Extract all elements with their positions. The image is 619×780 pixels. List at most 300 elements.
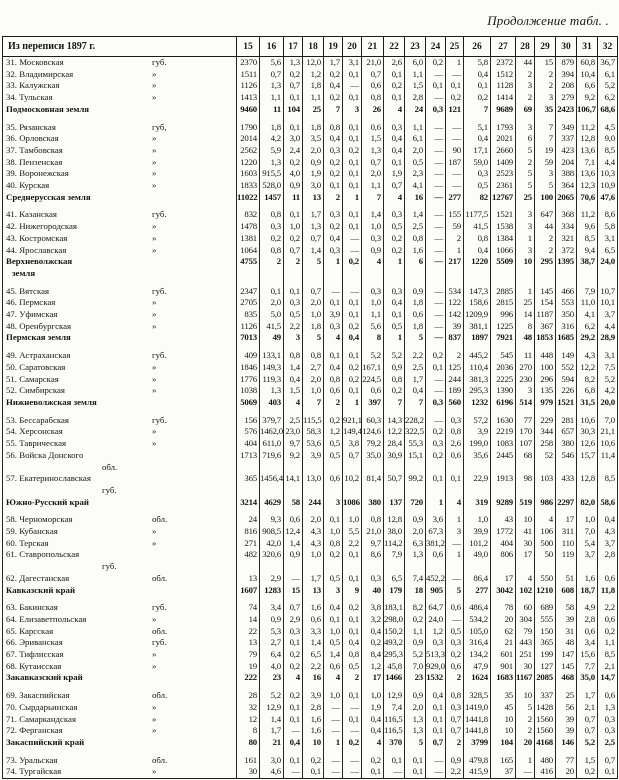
value-cell: 1210: [535, 585, 556, 597]
value-cell: —: [426, 766, 446, 778]
value-cell: 921,1: [343, 414, 362, 425]
value-cell: 22: [237, 626, 260, 638]
value-cell: —: [324, 286, 343, 298]
value-cell: 104: [491, 737, 516, 749]
value-cell: 480: [535, 755, 556, 767]
value-cell: 8,5: [598, 649, 618, 661]
value-cell: 1,6: [303, 602, 324, 614]
value-cell: 4,4: [598, 321, 618, 333]
territory-name-line2: губ.: [102, 561, 117, 572]
value-cell: 337: [556, 133, 577, 145]
value-cell: 0,5: [324, 450, 343, 473]
value-cell: 1,6: [303, 714, 324, 726]
value-cell: 2,2: [343, 538, 362, 550]
value-cell: —: [426, 385, 446, 397]
value-cell: 22,9: [464, 473, 491, 496]
value-cell: 0,4: [464, 133, 491, 145]
territory-name: 57. Екатеринославская: [6, 473, 91, 484]
value-cell: 5: [516, 180, 535, 192]
value-cell: 1,8: [405, 321, 426, 333]
value-cell: 2: [516, 714, 535, 726]
territory-name: Пермская земля: [6, 332, 71, 343]
value-cell: 2,2: [284, 321, 303, 333]
value-cell: 466: [556, 286, 577, 298]
value-cell: 3,9: [324, 309, 343, 321]
value-cell: 21,0: [362, 57, 384, 69]
value-cell: 39: [556, 725, 577, 737]
value-cell: 12,2: [577, 362, 598, 374]
value-cell: 368: [556, 209, 577, 221]
value-cell: 379,7: [260, 415, 284, 427]
value-cell: 1,0: [362, 297, 384, 309]
row-label: [3, 737, 237, 749]
value-cell: 2,7: [303, 362, 324, 374]
region-total-row: [3, 104, 618, 116]
column-header: 22: [384, 37, 405, 57]
value-cell: 4,1: [405, 180, 426, 192]
unit-designator: »: [152, 309, 157, 320]
value-cell: 2,7: [260, 637, 284, 649]
value-cell: 4,3: [303, 538, 324, 550]
column-header: 29: [535, 37, 556, 57]
value-cell: —: [426, 209, 446, 221]
value-cell: 12767: [491, 192, 516, 204]
row-label: [3, 233, 237, 245]
value-cell: 1177,5: [464, 209, 491, 221]
value-cell: 0,3: [324, 321, 343, 333]
column-header: 30: [556, 37, 577, 57]
province-row: [3, 309, 618, 321]
value-cell: 5,8: [464, 57, 491, 69]
value-cell: 720: [405, 497, 426, 509]
value-cell: 1083: [491, 438, 516, 450]
value-cell: 6: [516, 133, 535, 145]
value-cell: —: [284, 573, 303, 585]
unit-designator: губ.: [152, 414, 167, 425]
value-cell: 404: [491, 538, 516, 550]
value-cell: 1,3: [260, 385, 284, 397]
value-cell: 1,7: [577, 690, 598, 702]
value-cell: 170: [516, 426, 535, 438]
unit-designator: »: [152, 133, 157, 144]
value-cell: 10: [491, 725, 516, 737]
value-cell: 0,7: [598, 755, 618, 767]
value-cell: 4,4: [598, 157, 618, 169]
value-cell: 10,4: [577, 69, 598, 81]
value-cell: 3,0: [303, 180, 324, 192]
value-cell: 281: [556, 415, 577, 427]
value-cell: 39: [556, 714, 577, 726]
value-cell: 0,2: [284, 690, 303, 702]
value-cell: 4,5: [598, 122, 618, 134]
value-cell: 9,7: [362, 538, 384, 550]
value-cell: 1793: [491, 122, 516, 134]
value-cell: 0,1: [362, 766, 384, 778]
row-label: [3, 725, 237, 737]
province-row: [3, 450, 618, 473]
value-cell: 2,0: [260, 297, 284, 309]
value-cell: 560: [446, 397, 464, 409]
value-cell: 103: [535, 473, 556, 496]
value-cell: 6,5: [384, 573, 405, 585]
value-cell: 10,2: [343, 473, 362, 496]
value-cell: 1772: [491, 526, 516, 538]
value-cell: 1913: [491, 473, 516, 496]
value-cell: 10,7: [598, 286, 618, 298]
value-cell: 100: [535, 362, 556, 374]
value-cell: —: [324, 755, 343, 767]
value-cell: 14: [237, 614, 260, 626]
value-cell: 3799: [464, 737, 491, 749]
value-cell: 601: [491, 649, 516, 661]
value-cell: 0,1: [343, 168, 362, 180]
value-cell: 2,8: [577, 614, 598, 626]
value-cell: 2: [535, 69, 556, 81]
value-cell: 0,1: [343, 133, 362, 145]
row-label: [3, 57, 237, 69]
value-cell: 10,6: [598, 438, 618, 450]
unit-designator: »: [152, 385, 157, 396]
value-cell: 10: [491, 714, 516, 726]
value-cell: 0,6: [303, 614, 324, 626]
value-cell: 0,6: [324, 661, 343, 673]
value-cell: —: [343, 755, 362, 767]
value-cell: 11,2: [577, 209, 598, 221]
value-cell: 102: [516, 585, 535, 597]
value-cell: 657: [556, 426, 577, 438]
value-cell: 0,2: [284, 233, 303, 245]
value-cell: 13,0: [303, 473, 324, 496]
value-cell: 47,6: [598, 192, 618, 204]
value-cell: 0,8: [446, 690, 464, 702]
value-cell: 2: [516, 725, 535, 737]
value-cell: 296: [535, 374, 556, 386]
value-cell: 5,5: [343, 526, 362, 538]
unit-designator: »: [152, 361, 157, 372]
value-cell: 2,6: [446, 438, 464, 450]
value-cell: 519: [516, 497, 535, 509]
value-cell: —: [426, 245, 446, 257]
value-cell: 1,3: [260, 157, 284, 169]
value-cell: 0,1: [446, 80, 464, 92]
value-cell: 21: [260, 737, 284, 749]
value-cell: 12,8: [384, 514, 405, 526]
value-cell: 0,4: [324, 233, 343, 245]
value-cell: 67,3: [426, 526, 446, 538]
value-cell: 2,2: [405, 350, 426, 362]
value-cell: —: [324, 714, 343, 726]
value-cell: 1776: [237, 374, 260, 386]
value-cell: 23: [260, 672, 284, 684]
value-cell: 1457: [260, 192, 284, 204]
value-cell: 4: [535, 514, 556, 526]
value-cell: 719,6: [260, 450, 284, 473]
territory-name: Нижневолжская земля: [6, 396, 97, 407]
value-cell: 0,5: [324, 573, 343, 585]
value-cell: 31,5: [577, 397, 598, 409]
province-row: [3, 168, 618, 180]
value-cell: 158,6: [464, 297, 491, 309]
value-cell: 2,0: [405, 702, 426, 714]
value-cell: 1,5: [405, 80, 426, 92]
value-cell: 1414: [491, 92, 516, 104]
value-cell: 2219: [491, 426, 516, 438]
value-cell: 9460: [237, 104, 260, 116]
value-cell: 81,4: [362, 473, 384, 496]
value-cell: 1: [516, 233, 535, 245]
value-cell: 0,3: [384, 209, 405, 221]
value-cell: 1,1: [362, 309, 384, 321]
value-cell: 11,4: [598, 450, 618, 473]
value-cell: 4,1: [577, 309, 598, 321]
value-cell: 121: [446, 104, 464, 116]
row-label: [3, 585, 237, 597]
value-cell: 0,4: [362, 714, 384, 726]
value-cell: —: [426, 157, 446, 169]
value-cell: 2372: [491, 57, 516, 69]
value-cell: 1521: [491, 209, 516, 221]
value-cell: 1833: [237, 180, 260, 192]
value-cell: 1853: [535, 332, 556, 344]
value-cell: 3: [324, 585, 343, 597]
value-cell: 0,5: [405, 157, 426, 169]
value-cell: 6,5: [598, 245, 618, 257]
value-cell: 0,1: [284, 714, 303, 726]
value-cell: 0,2: [384, 385, 405, 397]
value-cell: 3: [343, 104, 362, 116]
value-cell: 5: [303, 332, 324, 344]
value-cell: 5,2: [384, 350, 405, 362]
value-cell: 832: [237, 209, 260, 221]
value-cell: 1419,0: [464, 702, 491, 714]
value-cell: 2,2: [598, 602, 618, 614]
value-cell: 1,5: [577, 755, 598, 767]
unit-designator: »: [152, 713, 157, 724]
value-cell: 3,9: [303, 450, 324, 473]
value-cell: 4: [384, 104, 405, 116]
row-label: [3, 332, 237, 344]
value-cell: 5509: [491, 256, 516, 279]
row-label: [3, 374, 237, 386]
territory-name: 44. Ярославская: [6, 244, 67, 255]
value-cell: 0,1: [426, 725, 446, 737]
value-cell: 3,1: [598, 350, 618, 362]
value-cell: 0,1: [384, 69, 405, 81]
unit-designator: губ,: [152, 121, 167, 132]
unit-designator: »: [152, 537, 157, 548]
value-cell: 0,7: [343, 450, 362, 473]
unit-designator: обл.: [152, 514, 168, 525]
territory-name: Закавказский край: [6, 672, 83, 683]
value-cell: 479,8: [464, 755, 491, 767]
value-cell: 514: [516, 397, 535, 409]
province-row: [3, 766, 618, 778]
value-cell: 3,1: [343, 57, 362, 69]
unit-designator: губ.: [152, 285, 167, 296]
value-cell: 1167: [516, 672, 535, 684]
value-cell: 0,1: [324, 514, 343, 526]
row-label: [3, 385, 237, 397]
territory-name: 72. Ферганская: [6, 725, 63, 736]
corner-header: Из переписи 1897 г.: [3, 37, 237, 57]
value-cell: —: [284, 766, 303, 778]
value-cell: 1512: [491, 69, 516, 81]
province-row: [3, 362, 618, 374]
value-cell: 13,6: [577, 168, 598, 180]
value-cell: 0,3: [446, 702, 464, 714]
value-cell: 5,8: [598, 221, 618, 233]
value-cell: 334: [556, 221, 577, 233]
row-label: [3, 157, 237, 169]
value-cell: 25: [516, 297, 535, 309]
value-cell: 0,1: [405, 766, 426, 778]
unit-designator: губ.: [152, 602, 167, 613]
value-cell: 1466: [384, 672, 405, 684]
value-cell: 20,0: [598, 397, 618, 409]
value-cell: 2,0: [362, 168, 384, 180]
territory-name: 46. Пермская: [6, 297, 56, 308]
value-cell: 110,4: [464, 362, 491, 374]
value-cell: 2,8: [405, 92, 426, 104]
value-cell: 486,4: [464, 602, 491, 614]
value-cell: 4,9: [577, 602, 598, 614]
value-cell: —: [426, 233, 446, 245]
province-row: [3, 549, 618, 572]
row-label: [3, 473, 237, 496]
value-cell: 0,1: [343, 309, 362, 321]
value-cell: 104: [284, 104, 303, 116]
value-cell: 48: [556, 637, 577, 649]
value-cell: 1685: [556, 332, 577, 344]
column-header: 31: [577, 37, 598, 57]
value-cell: 48: [516, 332, 535, 344]
value-cell: 15,1: [405, 450, 426, 473]
value-cell: 4,0: [260, 661, 284, 673]
value-cell: 0,2: [324, 157, 343, 169]
value-cell: 2,1: [577, 702, 598, 714]
value-cell: 39: [446, 321, 464, 333]
value-cell: 0,1: [343, 157, 362, 169]
value-cell: 90: [446, 145, 464, 157]
value-cell: —: [426, 286, 446, 298]
value-cell: 1,6: [577, 573, 598, 585]
value-cell: 1532: [426, 672, 446, 684]
unit-designator: »: [152, 701, 157, 712]
value-cell: 5,6: [362, 321, 384, 333]
value-cell: 986: [535, 497, 556, 509]
column-header: 26: [464, 37, 491, 57]
value-cell: 381,3: [464, 374, 491, 386]
territory-name: 49. Астраханская: [6, 350, 71, 361]
territory-name: Среднерусская земля: [6, 191, 91, 202]
value-cell: 7: [362, 192, 384, 204]
value-cell: 6,3: [405, 538, 426, 550]
value-cell: 17: [556, 514, 577, 526]
value-cell: 0,9: [405, 690, 426, 702]
value-cell: 77: [556, 755, 577, 767]
value-cell: 0,6: [446, 661, 464, 673]
value-cell: 1,0: [362, 690, 384, 702]
value-cell: 9,6: [577, 221, 598, 233]
value-cell: 2021: [491, 133, 516, 145]
row-label: [3, 192, 237, 204]
value-cell: 0,1: [343, 549, 362, 572]
value-cell: 1624: [464, 672, 491, 684]
province-row: [3, 209, 618, 221]
value-cell: 7,0: [405, 661, 426, 673]
value-cell: 0,6: [362, 80, 384, 92]
territory-name: 42. Нижегородская: [6, 221, 77, 232]
value-cell: 12,8: [577, 133, 598, 145]
value-cell: 3,8: [362, 602, 384, 614]
value-cell: 49,0: [464, 549, 491, 572]
value-cell: 500: [535, 538, 556, 550]
value-cell: 1: [446, 514, 464, 526]
value-cell: 0,9: [362, 245, 384, 257]
value-cell: 0,5: [446, 626, 464, 638]
value-cell: 133,1: [260, 350, 284, 362]
value-cell: 41: [516, 526, 535, 538]
value-cell: 0,4: [343, 637, 362, 649]
value-cell: 79: [516, 626, 535, 638]
value-cell: 2,0: [303, 374, 324, 386]
value-cell: 2: [516, 92, 535, 104]
value-cell: 149,3: [260, 362, 284, 374]
value-cell: —: [426, 145, 446, 157]
value-cell: 6,4: [260, 649, 284, 661]
value-cell: 4: [284, 397, 303, 409]
value-cell: 127: [535, 661, 556, 673]
value-cell: 4629: [260, 497, 284, 509]
value-cell: 53,6: [303, 438, 324, 450]
value-cell: 608: [556, 585, 577, 597]
region-total-row: [3, 397, 618, 409]
value-cell: 0,8: [446, 426, 464, 438]
territory-name: Южно-Русский край: [6, 496, 89, 507]
value-cell: 0,4: [362, 725, 384, 737]
value-cell: 1,3: [260, 80, 284, 92]
value-cell: 1,1: [405, 69, 426, 81]
value-cell: 24,0: [426, 614, 446, 626]
value-cell: 367: [535, 321, 556, 333]
value-cell: 17: [516, 549, 535, 572]
value-cell: 1,0: [303, 385, 324, 397]
value-cell: 1,4: [284, 538, 303, 550]
value-cell: 0,6: [598, 573, 618, 585]
value-cell: 1897: [464, 332, 491, 344]
value-cell: 0,8: [362, 514, 384, 526]
value-cell: 4: [362, 737, 384, 749]
value-cell: 0,1: [426, 702, 446, 714]
value-cell: 1209,9: [464, 309, 491, 321]
value-cell: 4,3: [598, 526, 618, 538]
row-label: [3, 649, 237, 661]
value-cell: 217: [446, 256, 464, 279]
row-label: [3, 573, 237, 585]
value-cell: 1: [426, 497, 446, 509]
value-cell: 1390: [491, 385, 516, 397]
value-cell: 0,2: [284, 649, 303, 661]
value-cell: 122: [446, 297, 464, 309]
province-row: [3, 514, 618, 526]
value-cell: 1441,8: [464, 725, 491, 737]
value-cell: 3214: [237, 497, 260, 509]
province-row: [3, 92, 618, 104]
column-header: 32: [598, 37, 618, 57]
value-cell: 295,3: [464, 385, 491, 397]
territory-name: 36. Орловская: [6, 133, 59, 144]
unit-designator: губ.: [152, 350, 167, 361]
